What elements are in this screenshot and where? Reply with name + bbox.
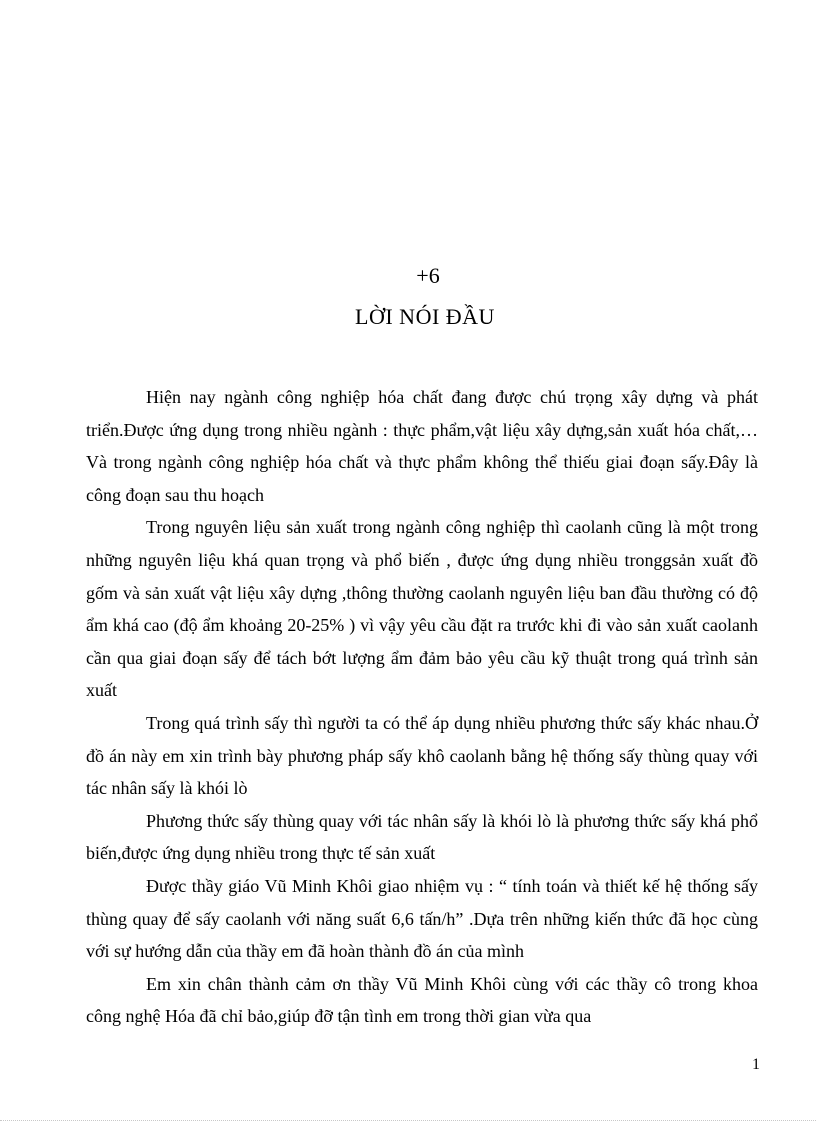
paragraph: Hiện nay ngành công nghiệp hóa chất đang được chú trọng xây dựng và phát triển.Được ứng dụng trong nhiều ngành : thực phẩm,vật liệu xây dựng,sản xuất hóa chất,…Và trong ngành công nghiệp hóa chất và thực phẩm không thể thiếu giai đoạn sấy.Đây là công đoạn sau thu hoạch: [86, 387, 758, 505]
paragraph: Được thầy giáo Vũ Minh Khôi giao nhiệm vụ : “ tính toán và thiết kế hệ thống sấy thùng quay để sấy caolanh với năng suất 6,6 tấn/h” .Dựa trên những kiến thức đã học cùng với sự hướng dẫn của thầy em đã hoàn thành đồ án của mình: [86, 875, 758, 962]
page-number: 1: [752, 1056, 760, 1073]
body-text: [86, 381, 758, 1033]
page-title: LỜI NÓI ĐẦU: [355, 304, 495, 329]
paragraph: Trong quá trình sấy thì người ta có thể áp dụng nhiều phương thức sấy khác nhau.Ở đồ án này em xin trình bày phương pháp sấy khô caolanh bằng hệ thống sấy thùng quay với tác nhân sấy là khói lò: [86, 712, 758, 799]
page-bottom-divider: [0, 1120, 816, 1121]
paragraph: Em xin chân thành cảm ơn thầy Vũ Minh Khôi cùng với các thầy cô trong khoa công nghệ Hóa đã chỉ bảo,giúp đỡ tận tình em trong thời gian vừa qua: [86, 973, 758, 1027]
paragraph: Trong nguyên liệu sản xuất trong ngành công nghiệp thì caolanh cũng là một trong những nguyên liệu khá quan trọng và phổ biến , được ứng dụng nhiều tronggsản xuất đồ gốm và sản xuất vật liệu xây dựng ,thông thường caolanh nguyên liệu ban đầu thường có độ ẩm khá cao (độ ẩm khoảng 20-25% ) vì vậy yêu cầu đặt ra trước khi đi vào sản xuất caolanh cần qua giai đoạn sấy để tách bớt lượng ẩm đảm bảo yêu cầu kỹ thuật trong quá trình sản xuất: [86, 517, 758, 701]
paragraph: Phương thức sấy thùng quay với tác nhân sấy là khói lò là phương thức sấy khá phổ biến,được ứng dụng nhiều trong thực tế sản xuất: [86, 810, 758, 864]
section-number: +6: [416, 263, 440, 288]
